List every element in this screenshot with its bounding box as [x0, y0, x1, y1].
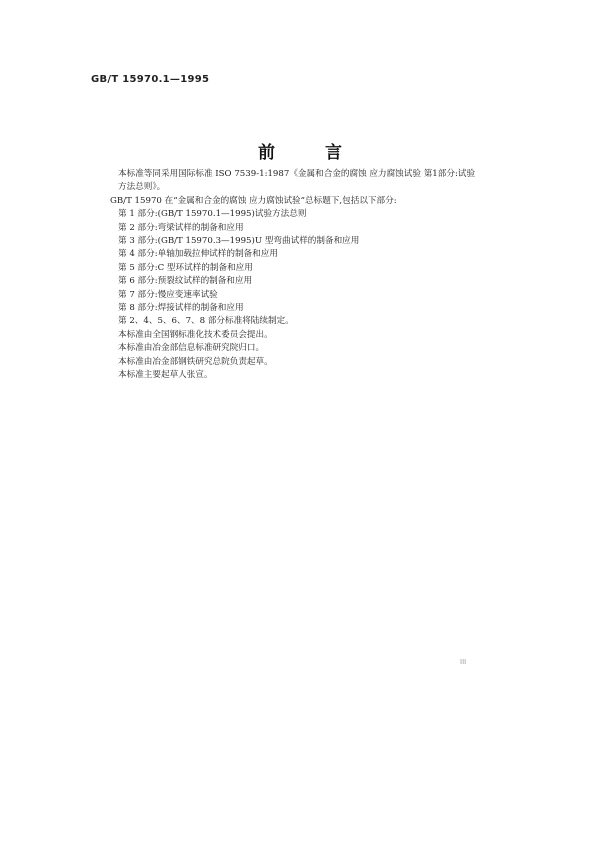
- note-line: 本标准由全国钢标准化技术委员会提出。: [118, 329, 273, 340]
- intro-line-2: 方法总则》。: [118, 182, 166, 193]
- part-item: 第 2 部分:弯梁试样的制备和应用: [118, 222, 244, 233]
- standard-code-header: GB/T 15970.1—1995: [91, 74, 210, 85]
- part-item: 第 5 部分:C 型环试样的制备和应用: [118, 262, 253, 273]
- note-line: 本标准由冶金部钢铁研究总院负责起草。: [118, 356, 273, 367]
- part-item: 第 3 部分:(GB/T 15970.3—1995)U 型弯曲试样的制备和应用: [118, 236, 360, 247]
- note-line: 第 2、4、5、6、7、8 部分标准将陆续制定。: [118, 316, 294, 327]
- part-item: 第 8 部分:焊接试样的制备和应用: [118, 303, 244, 314]
- page-number: III: [460, 658, 467, 666]
- series-intro: GB/T 15970 在“金属和合金的腐蚀 应力腐蚀试验”总标题下,包括以下部分:: [110, 195, 397, 206]
- page-title: 前 言: [258, 143, 364, 163]
- part-item: 第 1 部分:(GB/T 15970.1—1995)试验方法总则: [118, 209, 307, 220]
- foreword-body: [110, 168, 494, 383]
- part-item: 第 6 部分:预裂纹试样的制备和应用: [118, 276, 253, 287]
- part-item: 第 4 部分:单轴加载拉伸试样的制备和应用: [118, 249, 278, 260]
- note-line: 本标准主要起草人张宣。: [118, 370, 213, 381]
- note-line: 本标准由冶金部信息标准研究院归口。: [118, 343, 265, 354]
- intro-line-1: 本标准等同采用国际标准 ISO 7539-1:1987《金属和合金的腐蚀 应力腐蚀试验 第1部分:试验: [118, 169, 476, 179]
- part-item: 第 7 部分:慢应变速率试验: [118, 289, 218, 300]
